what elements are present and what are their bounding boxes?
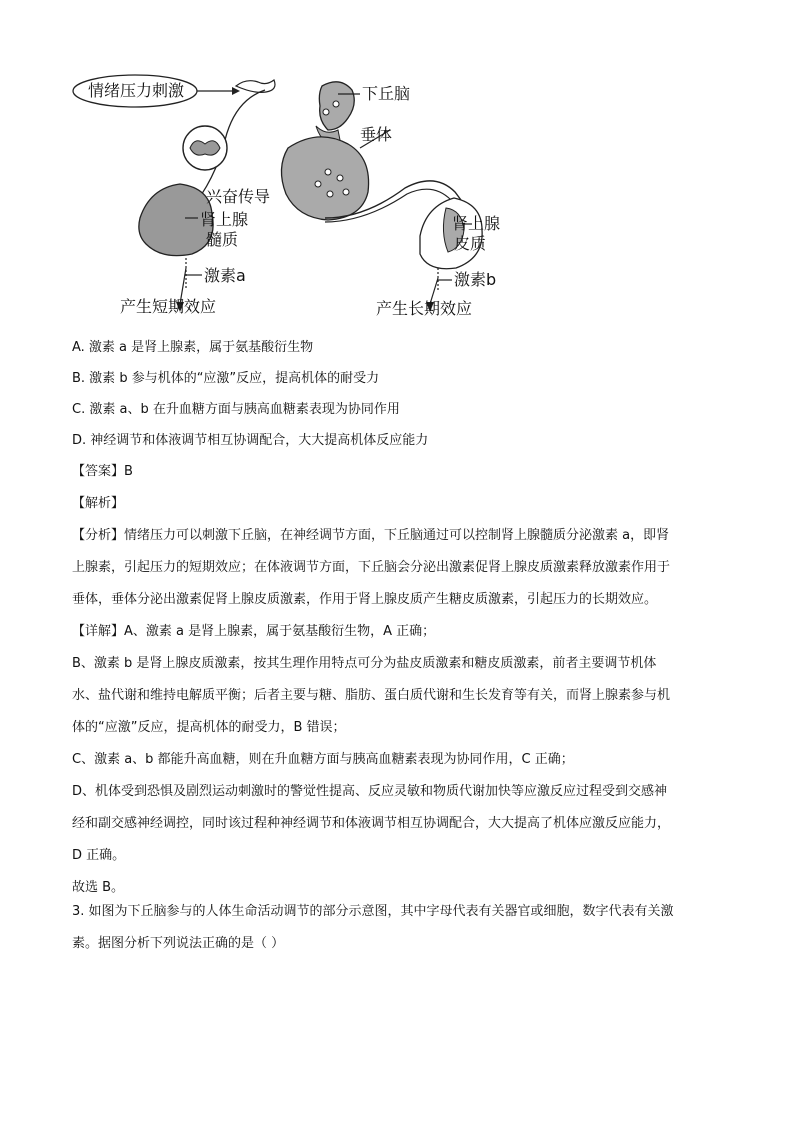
analysis-body <box>72 520 722 904</box>
cortex-label-1: 肾上腺 <box>452 214 501 233</box>
question-3-line: 素。据图分析下列说法正确的是（ ） <box>72 936 285 951</box>
analysis-line: D 正确。 <box>72 848 126 863</box>
answer-line: 【答案】B <box>72 464 133 479</box>
hypothalamus-label: 下丘脑 <box>362 84 411 103</box>
excitation-label: 兴奋传导 <box>206 187 271 206</box>
analysis-line: 【分析】情绪压力可以刺激下丘脑，在神经调节方面，下丘脑通过可以控制肾上腺髓质分泌激素 a，即肾 <box>72 528 670 543</box>
option-b: B. 激素 b 参与机体的“应激”反应，提高机体的耐受力 <box>72 371 380 386</box>
analysis-line: 上腺素，引起压力的短期效应；在体液调节方面，下丘脑会分泌出激素促肾上腺皮质激素释放激素作用于 <box>72 560 671 575</box>
analysis-line: C、激素 a、b 都能升高血糖，则在升血糖方面与胰高血糖素表现为协同作用，C 正确； <box>72 752 574 767</box>
analysis-line: 经和副交感神经调控，同时该过程种神经调节和体液调节相互协调配合，大大提高了机体应激反应能力， <box>72 816 671 831</box>
analysis-line: D、机体受到恐惧及剧烈运动刺激时的警觉性提高、反应灵敏和物质代谢加快等应激反应过程受到交感神 <box>72 784 668 799</box>
analysis-line: B、激素 b 是肾上腺皮质激素，按其生理作用特点可分为盐皮质激素和糖皮质激素，前者主要调节机体 <box>72 656 657 671</box>
option-d: D. 神经调节和体液调节相互协调配合，大大提高机体反应能力 <box>72 433 429 448</box>
pituitary-label: 垂体 <box>360 125 393 144</box>
pituitary-shape <box>281 137 368 220</box>
medulla-label-2: 髓质 <box>206 230 239 249</box>
diagram-drawing <box>60 68 540 328</box>
short-effect-label: 产生短期效应 <box>120 297 217 316</box>
neuron-shape <box>236 80 275 92</box>
hormone-a-label: 激素a <box>204 266 246 285</box>
medulla-label-1: 肾上腺 <box>200 210 249 229</box>
analysis-line: 【详解】A、激素 a 是肾上腺素，属于氨基酸衍生物，A 正确； <box>72 624 436 639</box>
question-3-line: 3. 如图为下丘脑参与的人体生命活动调节的部分示意图，其中字母代表有关器官或细胞，数字代表有关激 <box>72 904 674 919</box>
option-a: A. 激素 a 是肾上腺素，属于氨基酸衍生物 <box>72 340 314 355</box>
analysis-title: 【解析】 <box>72 496 125 511</box>
stimulus-label: 情绪压力刺激 <box>88 81 185 100</box>
option-c: C. 激素 a、b 在升血糖方面与胰高血糖素表现为协同作用 <box>72 402 400 417</box>
analysis-line: 故选 B。 <box>72 880 125 895</box>
analysis-line: 水、盐代谢和维持电解质平衡；后者主要与糖、脂肪、蛋白质代谢和生长发育等有关，而肾上腺素参与机 <box>72 688 671 703</box>
cortex-label-2: 皮质 <box>454 234 487 253</box>
hormone-b-label: 激素b <box>454 270 497 289</box>
long-effect-label: 产生长期效应 <box>376 299 473 318</box>
question-3 <box>72 896 722 960</box>
analysis-line: 体的“应激”反应，提高机体的耐受力，B 错误； <box>72 720 346 735</box>
analysis-line: 垂体，垂体分泌出激素促肾上腺皮质激素，作用于肾上腺皮质产生糖皮质激素，引起压力的长期效应。 <box>72 592 658 607</box>
hormone-regulation-diagram <box>60 68 540 328</box>
